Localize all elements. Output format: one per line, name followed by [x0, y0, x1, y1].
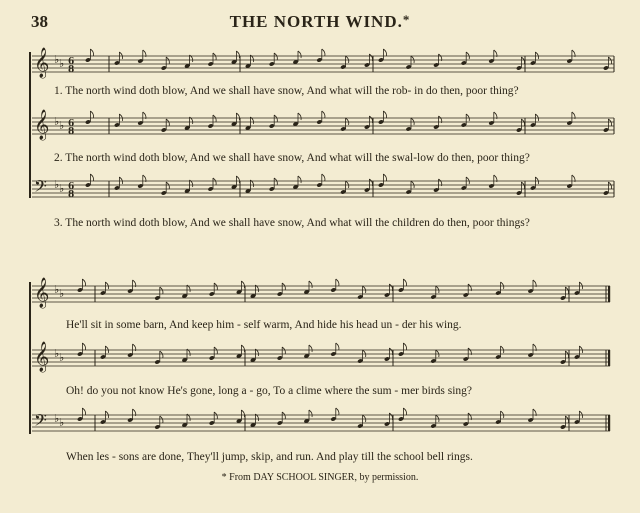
note-flag: [466, 177, 469, 184]
note-flag: [436, 350, 439, 357]
note-flag: [383, 49, 386, 56]
note-flag: [336, 408, 339, 415]
song-title: THE NORTH WIND.*: [229, 12, 411, 31]
note-flag: [298, 176, 301, 183]
note-flag: [322, 49, 325, 56]
note-flag: [90, 49, 93, 56]
note-flag: [282, 412, 285, 419]
note-flag: [160, 351, 163, 358]
note-flag: [436, 286, 439, 293]
note-flag: [501, 411, 504, 418]
note-flag: [579, 411, 582, 418]
flat-icon: ♭: [59, 287, 65, 300]
note-flag: [309, 281, 312, 288]
treble-clef-icon: 𝄞: [34, 48, 50, 78]
note-flag: [383, 111, 386, 118]
final-bar: [608, 415, 610, 431]
flat-icon: ♭: [59, 182, 65, 195]
note-flag: [346, 56, 349, 63]
note-flag: [105, 282, 108, 289]
final-bar: [608, 286, 610, 302]
time-signature-top: 6: [68, 182, 75, 192]
flat-icon: ♭: [54, 283, 60, 296]
note-flag: [298, 51, 301, 58]
note-flag: [579, 282, 582, 289]
note-flag: [346, 181, 349, 188]
flat-icon: ♭: [54, 53, 60, 66]
note-flag: [298, 113, 301, 120]
note-flag: [535, 177, 538, 184]
time-signature-bottom: 8: [68, 127, 75, 137]
note-flag: [166, 57, 169, 64]
note-flag: [82, 408, 85, 415]
note-flag: [501, 282, 504, 289]
note-flag: [282, 347, 285, 354]
note-flag: [521, 182, 524, 189]
note-flag: [466, 52, 469, 59]
note-flag: [336, 343, 339, 350]
note-flag: [105, 346, 108, 353]
note-flag: [608, 119, 611, 126]
note-flag: [241, 410, 244, 417]
note-flag: [214, 347, 217, 354]
note-flag: [363, 415, 366, 422]
flat-icon: ♭: [59, 416, 65, 429]
note-flag: [346, 118, 349, 125]
flat-icon: ♭: [54, 347, 60, 360]
note-flag: [501, 346, 504, 353]
note-flag: [90, 111, 93, 118]
note-flag: [160, 287, 163, 294]
verse-3-lyric: 3. The north wind doth blow, And we shall have snow, And what will the children do then, poor things?: [54, 217, 530, 229]
flat-icon: ♭: [59, 57, 65, 70]
note-flag: [213, 115, 216, 122]
note-flag: [579, 346, 582, 353]
time-signature-bottom: 8: [68, 190, 75, 200]
note-flag: [521, 57, 524, 64]
bass-clef-icon: 𝄢: [34, 176, 47, 200]
note-flag: [274, 115, 277, 122]
note-flag: [403, 343, 406, 350]
note-flag: [241, 281, 244, 288]
system-1-brace: [29, 52, 31, 198]
note-flag: [322, 111, 325, 118]
note-flag: [608, 57, 611, 64]
note-flag: [363, 286, 366, 293]
note-flag: [82, 343, 85, 350]
title-footnote-mark: *: [402, 12, 411, 27]
final-bar: [608, 350, 610, 366]
note-flag: [411, 118, 414, 125]
note-flag: [403, 408, 406, 415]
note-flag: [213, 53, 216, 60]
page-number: 38: [31, 12, 48, 31]
refrain-lyric-3: When les - sons are done, They'll jump, skip, and run. And play till the school bell rings.: [66, 451, 473, 463]
bass-clef-icon: 𝄢: [34, 410, 47, 434]
note-flag: [90, 174, 93, 181]
note-flag: [236, 113, 239, 120]
note-flag: [214, 283, 217, 290]
note-flag: [336, 279, 339, 286]
note-flag: [466, 114, 469, 121]
treble-clef-icon: 𝄞: [34, 110, 50, 140]
note-flag: [535, 52, 538, 59]
note-flag: [565, 287, 568, 294]
note-flag: [411, 56, 414, 63]
note-flag: [241, 345, 244, 352]
verse-2-lyric: 2. The north wind doth blow, And we shall have snow, And what will the swal-low do then, poor thing?: [54, 152, 530, 164]
flat-icon: ♭: [54, 178, 60, 191]
note-flag: [119, 52, 122, 59]
note-flag: [236, 176, 239, 183]
note-flag: [521, 119, 524, 126]
note-flag: [213, 178, 216, 185]
note-flag: [608, 182, 611, 189]
flat-icon: ♭: [54, 115, 60, 128]
note-flag: [436, 415, 439, 422]
note-flag: [282, 283, 285, 290]
note-flag: [160, 416, 163, 423]
refrain-lyric-2: Oh! do you not know He's gone, long a - go, To a clime where the sum - mer birds sing?: [66, 385, 473, 397]
verse-1-lyric: 1. The north wind doth blow, And we shall have snow, And what will the rob- in do then, poor thing?: [54, 85, 519, 97]
footnote: * From DAY SCHOOL SINGER, by permission.: [221, 472, 419, 483]
system-2-brace: [29, 282, 31, 434]
note-flag: [565, 416, 568, 423]
treble-clef-icon: 𝄞: [34, 342, 50, 372]
note-flag: [274, 53, 277, 60]
flat-icon: ♭: [59, 119, 65, 132]
note-flag: [535, 114, 538, 121]
treble-clef-icon: 𝄞: [34, 278, 50, 308]
note-flag: [403, 279, 406, 286]
flat-icon: ♭: [59, 351, 65, 364]
refrain-lyric-1: He'll sit in some barn, And keep him - self warm, And hide his head un - der his wing.: [66, 319, 462, 331]
note-flag: [309, 410, 312, 417]
note-flag: [119, 177, 122, 184]
note-flag: [166, 119, 169, 126]
time-signature-top: 6: [68, 57, 75, 67]
note-flag: [166, 182, 169, 189]
note-flag: [322, 174, 325, 181]
note-flag: [363, 350, 366, 357]
note-flag: [383, 174, 386, 181]
note-flag: [411, 181, 414, 188]
time-signature-top: 6: [68, 119, 75, 129]
note-flag: [82, 279, 85, 286]
note-flag: [105, 411, 108, 418]
note-flag: [236, 51, 239, 58]
flat-icon: ♭: [54, 412, 60, 425]
note-flag: [309, 345, 312, 352]
note-flag: [565, 351, 568, 358]
time-signature-bottom: 8: [68, 65, 75, 75]
note-flag: [214, 412, 217, 419]
note-flag: [274, 178, 277, 185]
note-flag: [119, 114, 122, 121]
